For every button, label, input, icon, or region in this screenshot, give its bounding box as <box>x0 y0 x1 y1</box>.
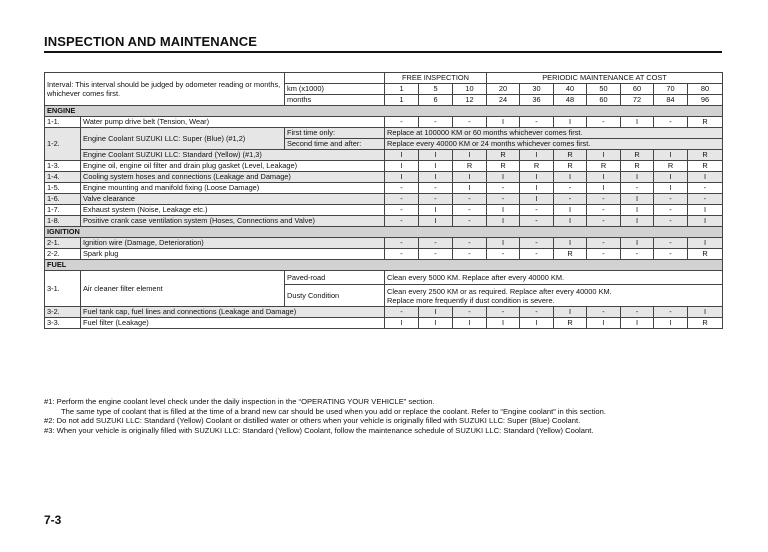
row-value: R <box>688 117 723 128</box>
row-value: I <box>487 117 520 128</box>
row-value: I <box>487 318 520 329</box>
footnote-2 <box>44 416 728 426</box>
row-value: - <box>487 194 520 205</box>
row-item: Fuel tank cap, fuel lines and connections (Leakage and Damage) <box>81 307 385 318</box>
row-value: - <box>520 307 554 318</box>
km-value: 20 <box>487 84 520 95</box>
row-sub-label: Second time and after: <box>285 139 385 150</box>
row-value: - <box>419 183 453 194</box>
page-number: 7-3 <box>44 513 62 527</box>
row-value: I <box>419 172 453 183</box>
row-value: - <box>654 205 688 216</box>
row-value: - <box>453 249 487 260</box>
row-value: - <box>453 238 487 249</box>
km-value: 40 <box>554 84 587 95</box>
row-value: - <box>587 194 621 205</box>
row-value: I <box>654 318 688 329</box>
row-value: I <box>688 238 723 249</box>
row-value: - <box>688 183 723 194</box>
row-item: Engine Coolant SUZUKI LLC: Super (Blue) (#1,2) <box>81 128 285 150</box>
row-value: - <box>419 249 453 260</box>
km-value: 70 <box>654 84 688 95</box>
row-value: - <box>385 117 419 128</box>
row-value: I <box>621 117 654 128</box>
row-value: - <box>419 117 453 128</box>
row-value: I <box>587 150 621 161</box>
footnotes <box>44 397 728 435</box>
interval-cell: Interval: This interval should be judged by odometer reading or months, whichever comes first. <box>45 73 285 106</box>
row-value: I <box>487 172 520 183</box>
section-title: IGNITION <box>45 227 723 238</box>
row-value: I <box>554 117 587 128</box>
row-value: I <box>419 318 453 329</box>
row-sub-label: Dusty Condition <box>285 285 385 307</box>
row-value: R <box>487 150 520 161</box>
dusty-text-line-2: Replace more frequently if dust condition is severe. <box>387 295 555 305</box>
months-value: 6 <box>419 95 453 106</box>
footnote-3 <box>44 426 728 436</box>
row-item: Spark plug <box>81 249 385 260</box>
row-value: - <box>487 307 520 318</box>
table-row <box>45 318 723 329</box>
row-number: 3-2. <box>45 307 81 318</box>
row-sub-text <box>385 285 723 307</box>
row-value: - <box>587 307 621 318</box>
km-value: 50 <box>587 84 621 95</box>
row-number: 1-2. <box>45 128 81 161</box>
table-row-coolant-standard <box>45 150 723 161</box>
row-value: - <box>520 238 554 249</box>
row-value: R <box>554 161 587 172</box>
row-value: I <box>419 161 453 172</box>
row-value: R <box>688 318 723 329</box>
row-value: I <box>688 216 723 227</box>
row-value: I <box>654 172 688 183</box>
row-value: - <box>385 183 419 194</box>
table-row <box>45 249 723 260</box>
footnote-2-text: #2: Do not add SUZUKI LLC: Standard (Yellow) Coolant or distilled water or others when your vehicle is originally filled with SUZUKI LLC: Super (Blue) Coolant. <box>44 416 581 426</box>
page-title: INSPECTION AND MAINTENANCE <box>44 34 258 49</box>
row-value: - <box>654 238 688 249</box>
row-value: R <box>554 249 587 260</box>
row-value: R <box>621 150 654 161</box>
row-value: R <box>688 161 723 172</box>
row-value: - <box>520 117 554 128</box>
row-value: I <box>654 150 688 161</box>
row-sub-label: First time only: <box>285 128 385 139</box>
km-value: 1 <box>385 84 419 95</box>
row-value: - <box>385 205 419 216</box>
row-value: R <box>587 161 621 172</box>
row-value: - <box>453 117 487 128</box>
row-value: I <box>385 161 419 172</box>
row-value: - <box>453 307 487 318</box>
table-row <box>45 183 723 194</box>
row-value: - <box>453 205 487 216</box>
row-value: I <box>385 318 419 329</box>
row-value: I <box>453 150 487 161</box>
row-item: Engine mounting and manifold fixing (Loose Damage) <box>81 183 385 194</box>
row-value: I <box>621 216 654 227</box>
row-value: I <box>654 183 688 194</box>
row-item: Exhaust system (Noise, Leakage etc.) <box>81 205 385 216</box>
row-value: I <box>621 205 654 216</box>
row-value: I <box>487 216 520 227</box>
maintenance-schedule-table <box>44 72 723 329</box>
row-number: 2-2. <box>45 249 81 260</box>
row-value: I <box>520 172 554 183</box>
table-row-coolant-first <box>45 128 723 139</box>
row-value: I <box>520 194 554 205</box>
months-value: 12 <box>453 95 487 106</box>
row-value: - <box>587 249 621 260</box>
table-row <box>45 117 723 128</box>
row-value: - <box>419 194 453 205</box>
row-value: I <box>453 318 487 329</box>
row-value: R <box>688 150 723 161</box>
row-value: R <box>487 161 520 172</box>
row-item: Cooling system hoses and connections (Leakage and Damage) <box>81 172 385 183</box>
section-title: ENGINE <box>45 106 723 117</box>
periodic-maintenance-header: PERIODIC MAINTENANCE AT COST <box>487 73 723 84</box>
row-value: R <box>621 161 654 172</box>
section-title: FUEL <box>45 260 723 271</box>
row-value: - <box>385 307 419 318</box>
header-row-groups <box>45 73 723 84</box>
km-value: 10 <box>453 84 487 95</box>
row-item: Positive crank case ventilation system (Hoses, Connections and Valve) <box>81 216 385 227</box>
row-value: - <box>654 216 688 227</box>
row-value: R <box>520 161 554 172</box>
months-label: months <box>285 95 385 106</box>
row-value: I <box>419 205 453 216</box>
footnote-1 <box>44 397 728 416</box>
row-value: R <box>688 249 723 260</box>
row-value: - <box>587 238 621 249</box>
row-value: I <box>385 172 419 183</box>
row-number: 2-1. <box>45 238 81 249</box>
row-value: - <box>587 216 621 227</box>
row-number: 1-7. <box>45 205 81 216</box>
footnote-3-text: #3: When your vehicle is originally filled with SUZUKI LLC: Standard (Yellow) Coolant, follow the maintenance schedule of SUZUKI LLC: Standard (Yellow) Coolant. <box>44 425 594 435</box>
row-value: - <box>487 183 520 194</box>
row-value: - <box>520 205 554 216</box>
row-value: - <box>453 194 487 205</box>
row-number: 1-4. <box>45 172 81 183</box>
row-value: I <box>554 307 587 318</box>
km-value: 30 <box>520 84 554 95</box>
row-number: 1-1. <box>45 117 81 128</box>
row-value: I <box>688 205 723 216</box>
row-value: - <box>385 194 419 205</box>
free-inspection-header: FREE INSPECTION <box>385 73 487 84</box>
row-value: I <box>554 205 587 216</box>
row-value: I <box>587 183 621 194</box>
row-value: I <box>554 216 587 227</box>
row-number: 1-8. <box>45 216 81 227</box>
row-value: R <box>453 161 487 172</box>
km-value: 5 <box>419 84 453 95</box>
table-row-air-paved <box>45 271 723 285</box>
row-value: - <box>654 194 688 205</box>
table-row <box>45 161 723 172</box>
row-number: 3-3. <box>45 318 81 329</box>
row-value: I <box>419 307 453 318</box>
row-value: - <box>587 117 621 128</box>
row-value: - <box>587 205 621 216</box>
row-value: I <box>621 318 654 329</box>
row-value: I <box>419 216 453 227</box>
row-value: I <box>688 307 723 318</box>
km-value: 80 <box>688 84 723 95</box>
table-row <box>45 172 723 183</box>
row-value: I <box>419 150 453 161</box>
row-value: I <box>520 150 554 161</box>
table-row <box>45 238 723 249</box>
row-value: R <box>554 318 587 329</box>
months-value: 96 <box>688 95 723 106</box>
row-value: - <box>419 238 453 249</box>
footnote-1-line-a: #1: Perform the engine coolant level check under the daily inspection in the “OPERATING YOUR VEHICLE” section. <box>44 397 435 406</box>
row-value: - <box>487 249 520 260</box>
row-value: I <box>385 150 419 161</box>
title-rule <box>44 51 722 53</box>
row-value: I <box>453 183 487 194</box>
section-ignition <box>45 227 723 238</box>
row-value: I <box>587 318 621 329</box>
months-value: 24 <box>487 95 520 106</box>
table-row <box>45 194 723 205</box>
row-item: Air cleaner filter element <box>81 271 285 307</box>
row-value: I <box>520 183 554 194</box>
row-item: Ignition wire (Damage, Deterioration) <box>81 238 385 249</box>
header-blank-cell <box>285 73 385 84</box>
row-value: - <box>520 249 554 260</box>
row-value: I <box>587 172 621 183</box>
row-value: I <box>487 205 520 216</box>
footnote-1-line-b: The same type of coolant that is filled at the time of a brand new car should be used when you add or replace the coolant. Refer to “Engine coolant” in this section. <box>61 406 606 416</box>
row-value: - <box>554 194 587 205</box>
table-row <box>45 205 723 216</box>
row-value: - <box>621 249 654 260</box>
row-value: - <box>688 194 723 205</box>
row-value: I <box>453 172 487 183</box>
row-value: R <box>654 161 688 172</box>
months-value: 1 <box>385 95 419 106</box>
row-value: - <box>621 183 654 194</box>
row-number: 1-3. <box>45 161 81 172</box>
row-number: 3-1. <box>45 271 81 307</box>
row-sub-text: Clean every 5000 KM. Replace after every 40000 KM. <box>385 271 723 285</box>
months-value: 84 <box>654 95 688 106</box>
row-value: - <box>654 249 688 260</box>
months-value: 60 <box>587 95 621 106</box>
row-item: Engine oil, engine oil filter and drain plug gasket (Level, Leakage) <box>81 161 385 172</box>
months-value: 48 <box>554 95 587 106</box>
row-value: - <box>385 216 419 227</box>
row-number: 1-6. <box>45 194 81 205</box>
row-value: I <box>520 318 554 329</box>
row-value: - <box>654 307 688 318</box>
table-row <box>45 216 723 227</box>
row-value: I <box>621 238 654 249</box>
row-sub-text: Replace at 100000 KM or 60 months whichever comes first. <box>385 128 723 139</box>
row-value: I <box>621 172 654 183</box>
row-value: - <box>453 216 487 227</box>
row-item: Water pump drive belt (Tension, Wear) <box>81 117 385 128</box>
months-value: 72 <box>621 95 654 106</box>
row-value: - <box>621 307 654 318</box>
row-item: Fuel filter (Leakage) <box>81 318 385 329</box>
row-value: I <box>554 238 587 249</box>
row-value: - <box>654 117 688 128</box>
row-item: Valve clearance <box>81 194 385 205</box>
row-value: - <box>520 216 554 227</box>
row-value: - <box>385 249 419 260</box>
dusty-text-line-1: Clean every 2500 KM or as required. Replace after every 40000 KM. <box>387 286 612 296</box>
months-value: 36 <box>520 95 554 106</box>
row-value: I <box>487 238 520 249</box>
row-sub-text: Replace every 40000 KM or 24 months whichever comes first. <box>385 139 723 150</box>
section-fuel <box>45 260 723 271</box>
row-value: R <box>554 150 587 161</box>
row-item: Engine Coolant SUZUKI LLC: Standard (Yellow) (#1,3) <box>81 150 385 161</box>
row-value: - <box>385 238 419 249</box>
row-value: - <box>554 183 587 194</box>
row-value: I <box>688 172 723 183</box>
table-row <box>45 307 723 318</box>
row-sub-label: Paved-road <box>285 271 385 285</box>
row-number: 1-5. <box>45 183 81 194</box>
row-value: I <box>554 172 587 183</box>
section-engine <box>45 106 723 117</box>
km-label: km (x1000) <box>285 84 385 95</box>
km-value: 60 <box>621 84 654 95</box>
row-value: I <box>621 194 654 205</box>
